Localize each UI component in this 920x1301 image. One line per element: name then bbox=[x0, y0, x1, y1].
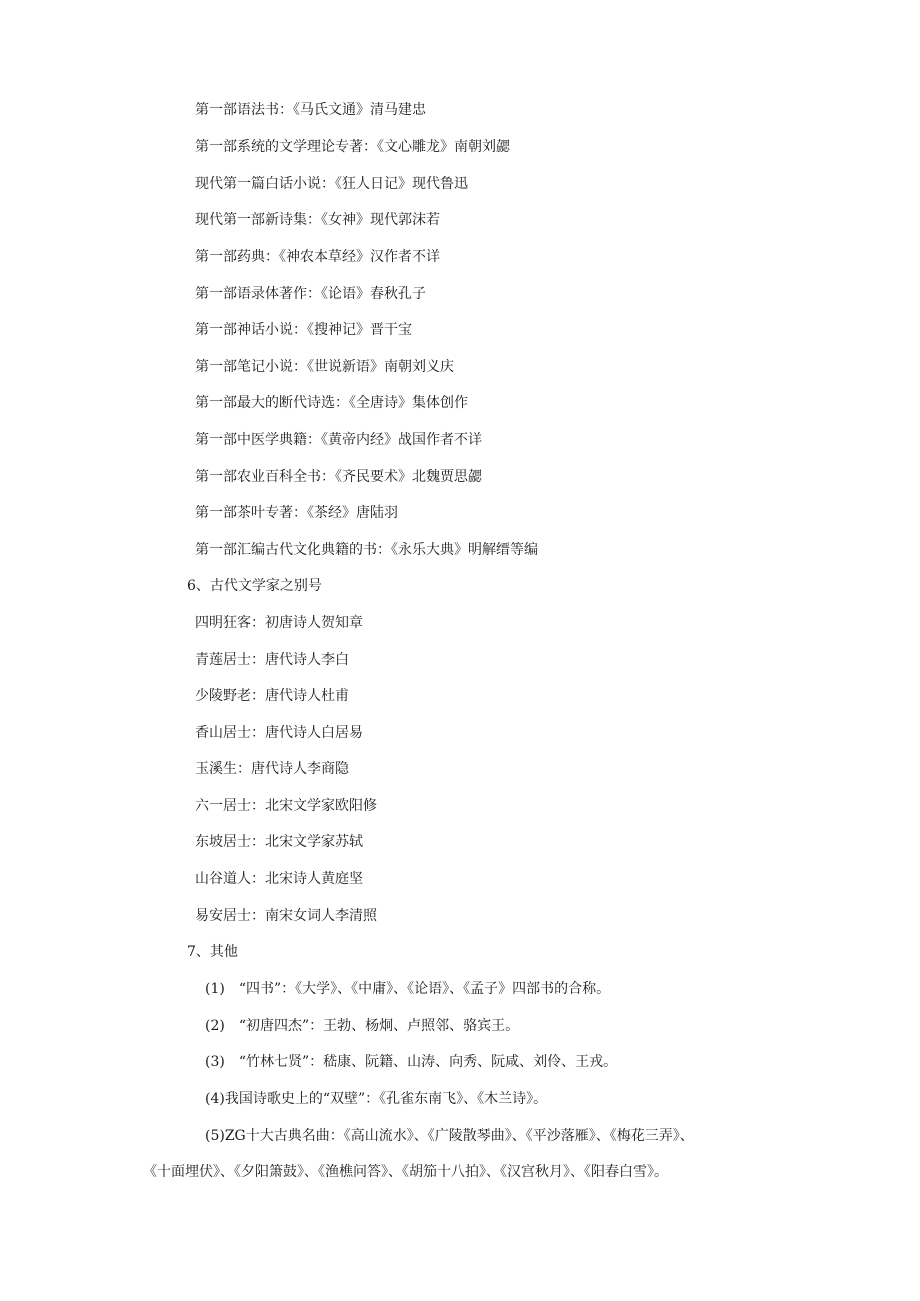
other-item-5: (5)ZG十大古典名曲：《高山流水》、《广陵散琴曲》、《平沙落雁》、《梅花三弄》、 bbox=[205, 1128, 694, 1144]
alias-line-3: 少陵野老：唐代诗人杜甫 bbox=[195, 688, 349, 704]
alias-line-4: 香山居士：唐代诗人白居易 bbox=[195, 725, 363, 741]
section-7-heading: 7、其他 bbox=[187, 944, 238, 960]
firsts-line-5: 第一部药典：《神农本草经》汉作者不详 bbox=[195, 249, 440, 265]
firsts-line-11: 第一部农业百科全书：《齐民要术》北魏贾思勰 bbox=[195, 469, 482, 485]
other-item-5-continuation: 《十面埋伏》、《夕阳箫鼓》、《渔樵问答》、《胡笳十八拍》、《汉宫秋月》、《阳春白雪》。 bbox=[143, 1164, 668, 1180]
alias-line-5: 玉溪生：唐代诗人李商隐 bbox=[195, 761, 349, 777]
firsts-line-13: 第一部汇编古代文化典籍的书：《永乐大典》明解缙等编 bbox=[195, 542, 538, 558]
alias-line-8: 山谷道人：北宋诗人黄庭坚 bbox=[195, 871, 363, 887]
alias-line-7: 东坡居士：北宋文学家苏轼 bbox=[195, 834, 363, 850]
firsts-line-3: 现代第一篇白话小说：《狂人日记》现代鲁迅 bbox=[195, 176, 468, 192]
other-item-1: (1) “四书”：《大学》、《中庸》、《论语》、《孟子》四部书的合称。 bbox=[205, 981, 611, 997]
firsts-line-2: 第一部系统的文学理论专著：《文心雕龙》南朝刘勰 bbox=[195, 139, 510, 155]
other-item-2: (2) “初唐四杰”：王勃、杨炯、卢照邻、骆宾王。 bbox=[205, 1018, 520, 1034]
firsts-line-9: 第一部最大的断代诗选：《全唐诗》集体创作 bbox=[195, 395, 468, 411]
alias-line-2: 青莲居士：唐代诗人李白 bbox=[195, 652, 349, 668]
alias-line-6: 六一居士：北宋文学家欧阳修 bbox=[195, 798, 377, 814]
firsts-line-4: 现代第一部新诗集：《女神》现代郭沫若 bbox=[195, 212, 440, 228]
firsts-line-1: 第一部语法书：《马氏文通》清马建忠 bbox=[195, 102, 426, 118]
firsts-line-7: 第一部神话小说：《搜神记》晋干宝 bbox=[195, 322, 412, 338]
other-item-4: (4)我国诗歌史上的“双壁”：《孔雀东南飞》、《木兰诗》。 bbox=[205, 1091, 548, 1107]
firsts-line-12: 第一部茶叶专著：《茶经》唐陆羽 bbox=[195, 505, 398, 521]
other-item-3: (3) “竹林七贤”：嵇康、阮籍、山涛、向秀、阮咸、刘伶、王戎。 bbox=[205, 1054, 618, 1070]
firsts-line-10: 第一部中医学典籍：《黄帝内经》战国作者不详 bbox=[195, 432, 482, 448]
firsts-line-6: 第一部语录体著作：《论语》春秋孔子 bbox=[195, 286, 426, 302]
firsts-line-8: 第一部笔记小说：《世说新语》南朝刘义庆 bbox=[195, 359, 454, 375]
alias-line-9: 易安居士：南宋女词人李清照 bbox=[195, 908, 377, 924]
alias-line-1: 四明狂客：初唐诗人贺知章 bbox=[195, 615, 363, 631]
section-6-heading: 6、古代文学家之别号 bbox=[187, 578, 322, 594]
